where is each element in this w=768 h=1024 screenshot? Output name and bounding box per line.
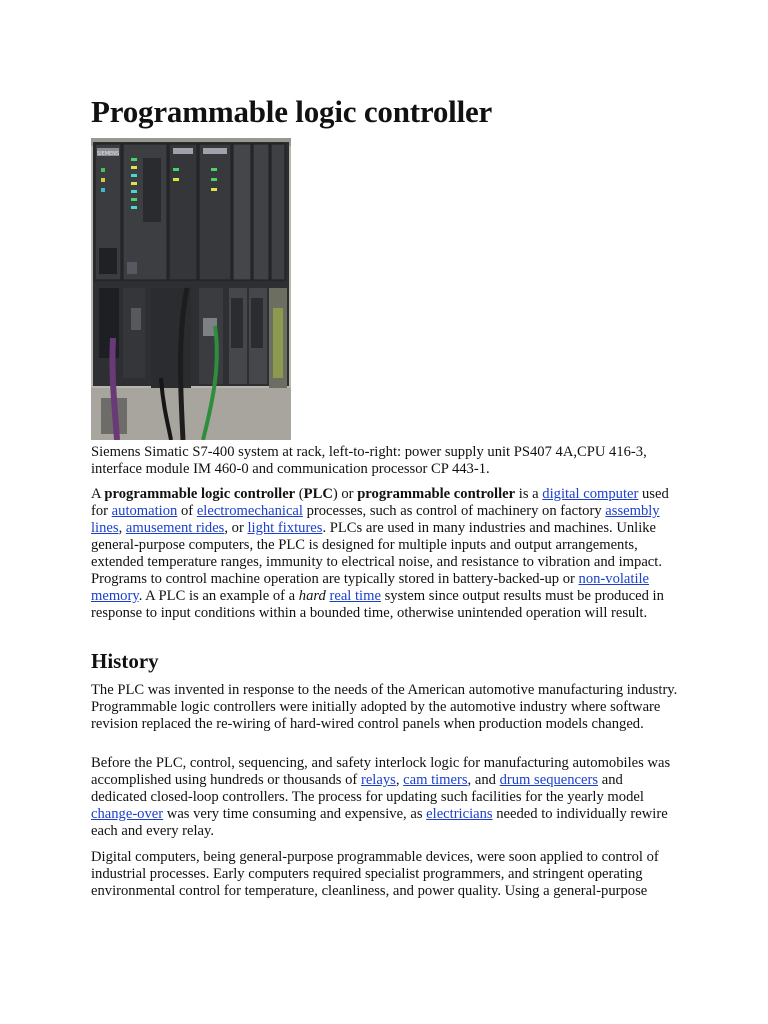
text-run: Before the PLC, control, sequencing, and safety interlock logic for manufacturing automobiles was accomplished using hundreds or thousands of — [91, 755, 671, 788]
link-assembly-lines[interactable]: assembly lines — [91, 503, 660, 536]
section-heading-history: History — [91, 649, 159, 673]
link-automation[interactable]: automation — [111, 503, 178, 519]
link-non-volatile-memory[interactable]: non-volatile memory — [91, 571, 650, 604]
text-run: was very time consuming and expensive, as — [163, 806, 427, 822]
term-italic: hard — [298, 588, 326, 604]
text-run: used for — [91, 486, 669, 519]
history-paragraph-2 — [91, 755, 681, 840]
siemens-logo-text: SIEMENS — [96, 151, 120, 157]
link-drum-sequencers[interactable]: drum sequencers — [499, 772, 599, 788]
image-caption — [91, 444, 681, 478]
text-run: , or — [224, 520, 248, 536]
caption-text: Siemens Simatic S7-400 system at rack, left-to-right: power supply unit PS407 4A,CPU 416-3, interface module IM 460-0 and communication processor CP 443-1. — [91, 444, 647, 477]
text-run: ( — [295, 486, 304, 502]
link-relays[interactable]: relays — [360, 772, 396, 788]
link-electricians[interactable]: electricians — [426, 806, 493, 822]
text-run: of — [177, 503, 197, 519]
text-run: is a — [515, 486, 543, 502]
text-run: processes, such as control of machinery on factory — [302, 503, 606, 519]
paragraph-text: The PLC was invented in response to the needs of the American automotive manufacturing industry. Programmable logic controllers were initially adopted by the automotive industry where software revision replaced the re-wiring of hard-wired control panels when production models changed. — [91, 682, 678, 732]
link-real-time[interactable]: real time — [329, 588, 381, 604]
link-digital-computer[interactable]: digital computer — [542, 486, 639, 502]
plc-rack-photo — [91, 138, 291, 440]
text-run: . PLCs are used in many industries and machines. Unlike general-purpose computers, the PLC is designed for multiple inputs and output arrangements, extended temperature ranges, immunity to electrical noise, and resistance to vibration and impact. Programs to control machine operation are typically stored in battery-backed-up or — [91, 520, 662, 587]
term-bold: programmable logic controller — [104, 486, 296, 502]
text-run: , — [118, 520, 126, 536]
link-light-fixtures[interactable]: light fixtures — [247, 520, 323, 536]
text-run: . A PLC is an example of a — [138, 588, 299, 604]
history-paragraph-1 — [91, 682, 681, 733]
link-amusement-rides[interactable]: amusement rides — [125, 520, 225, 536]
text-run: , — [395, 772, 404, 788]
text-run: needed to individually rewire each and every relay. — [91, 806, 668, 839]
text-run: and dedicated closed-loop controllers. The process for updating such facilities for the yearly model — [91, 772, 644, 805]
text-run: system since output results must be produced in response to input conditions within a bounded time, otherwise unintended operation will result. — [91, 588, 664, 621]
term-bold: PLC — [303, 486, 333, 502]
paragraph-text: Digital computers, being general-purpose programmable devices, were soon applied to control of industrial processes. Early computers required specialist programmers, and stringent operating environmental control for temperature, cleanliness, and power quality. Using a general-purpose — [91, 849, 659, 899]
text-run: ) or — [332, 486, 358, 502]
text-run: , and — [467, 772, 500, 788]
intro-paragraph — [91, 486, 681, 622]
link-cam-timers[interactable]: cam timers — [403, 772, 468, 788]
link-electromechanical[interactable]: electromechanical — [196, 503, 303, 519]
page-title: Programmable logic controller — [91, 94, 493, 129]
link-change-over[interactable]: change-over — [91, 806, 164, 822]
history-paragraph-3 — [91, 849, 681, 900]
term-bold: programmable controller — [357, 486, 516, 502]
text-run: A — [91, 486, 105, 502]
